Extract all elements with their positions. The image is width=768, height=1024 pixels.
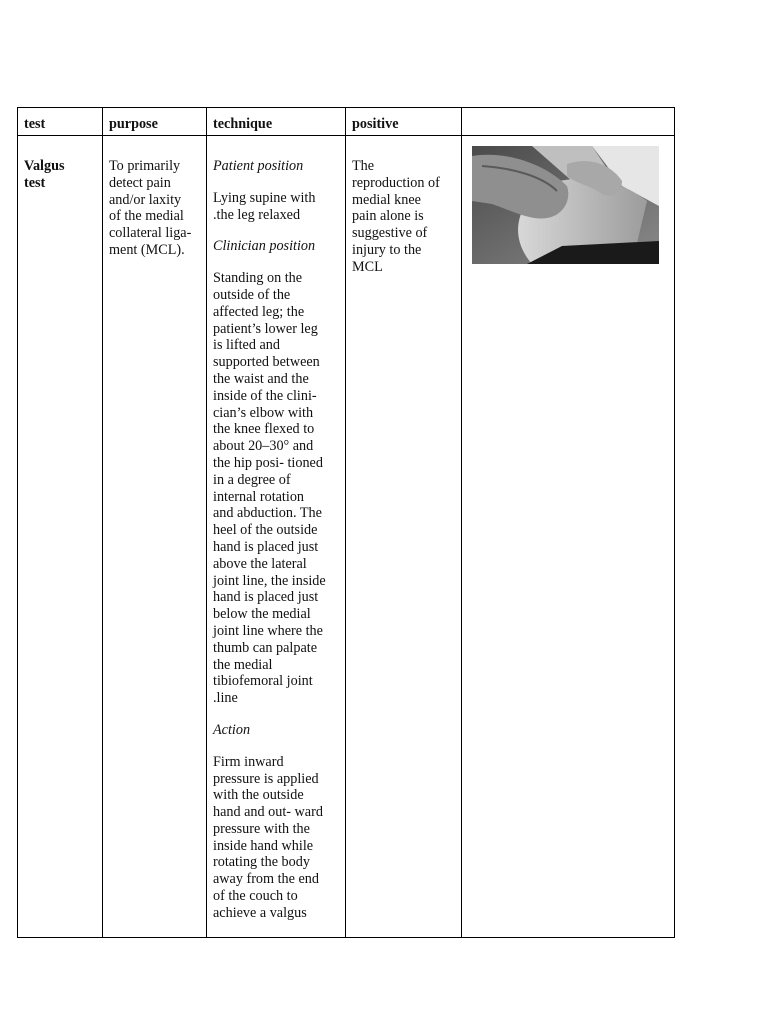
cell-purpose [103, 136, 207, 938]
action-line: pressure is applied [213, 770, 319, 787]
table-row [18, 136, 675, 938]
cell-positive [346, 136, 462, 938]
purpose-line: To primarily [109, 158, 181, 174]
valgus-test-photo [472, 146, 659, 264]
clinician-position-line: below the medial [213, 606, 311, 623]
positive-line: reproduction of [352, 174, 440, 191]
patient-position-text [213, 190, 340, 224]
action-text [213, 754, 340, 922]
cell-image [462, 136, 675, 938]
clinician-position-line: affected leg; the [213, 303, 305, 320]
clinician-position-line: patient’s lower leg [213, 320, 318, 337]
clinician-position-line: the waist and the [213, 370, 309, 387]
clinician-position-heading: Clinician position [213, 238, 316, 255]
clinician-position-line: the knee flexed to [213, 421, 315, 438]
patient-position-line: Lying supine with [213, 189, 316, 206]
clinician-position-line: heel of the outside [213, 522, 318, 539]
cell-technique [207, 136, 346, 938]
clinician-position-line: cian’s elbow with [213, 404, 314, 421]
patient-position-heading: Patient position [213, 158, 304, 174]
header-technique: technique [207, 108, 346, 136]
patient-position-line: .the leg relaxed [213, 206, 301, 223]
clinician-position-line: about 20–30° and [213, 438, 314, 455]
clinician-position-line: tibiofemoral joint [213, 673, 313, 690]
purpose-line: collateral liga- [109, 225, 192, 242]
positive-line: suggestive of [352, 225, 428, 242]
clinician-position-line: above the lateral [213, 555, 307, 572]
purpose-line: detect pain [109, 174, 171, 191]
header-test: test [18, 108, 103, 136]
clinician-position-line: inside of the clini- [213, 387, 317, 404]
action-line: inside hand while [213, 837, 314, 854]
clinician-position-line: internal rotation [213, 488, 305, 505]
action-line: hand and out- ward [213, 804, 323, 821]
action-line: pressure with the [213, 820, 310, 837]
test-name-line: test [24, 174, 46, 191]
action-line: achieve a valgus [213, 904, 307, 921]
clinician-position-line: and abduction. The [213, 505, 322, 522]
cell-test [18, 136, 103, 938]
action-line: rotating the body [213, 854, 310, 871]
clinician-position-line: outside of the [213, 286, 291, 303]
action-line: of the couch to [213, 888, 298, 905]
clinician-position-line: is lifted and [213, 337, 280, 354]
clinical-test-table [17, 107, 675, 938]
clinician-position-line: hand is placed just [213, 538, 319, 555]
action-line: away from the end [213, 871, 319, 888]
clinician-position-line: thumb can palpate [213, 639, 318, 656]
header-row [18, 108, 675, 136]
header-purpose: purpose [103, 108, 207, 136]
clinician-position-line: in a degree of [213, 471, 291, 488]
clinician-position-line: the medial [213, 656, 273, 673]
positive-line: The [352, 158, 375, 174]
clinician-position-line: Standing on the [213, 270, 303, 287]
clinician-position-text [213, 270, 340, 707]
action-line: Firm inward [213, 753, 284, 770]
positive-line: pain alone is [352, 208, 424, 225]
header-image [462, 108, 675, 136]
positive-line: medial knee [352, 191, 421, 208]
clinician-position-line: joint line, the inside [213, 572, 326, 589]
clinician-position-line: the hip posi- tioned [213, 454, 323, 471]
purpose-line: ment (MCL). [109, 241, 185, 258]
positive-line: MCL [352, 258, 383, 275]
purpose-line: and/or laxity [109, 191, 182, 208]
clinician-position-line: supported between [213, 354, 320, 371]
action-line: with the outside [213, 787, 304, 804]
test-name-line: Valgus [24, 158, 65, 174]
positive-line: injury to the [352, 241, 422, 258]
action-heading: Action [213, 721, 251, 738]
clinician-position-line: hand is placed just [213, 589, 319, 606]
header-positive: positive [346, 108, 462, 136]
purpose-line: of the medial [109, 208, 184, 225]
clinician-position-line: .line [213, 690, 238, 707]
clinician-position-line: joint line where the [213, 622, 323, 639]
